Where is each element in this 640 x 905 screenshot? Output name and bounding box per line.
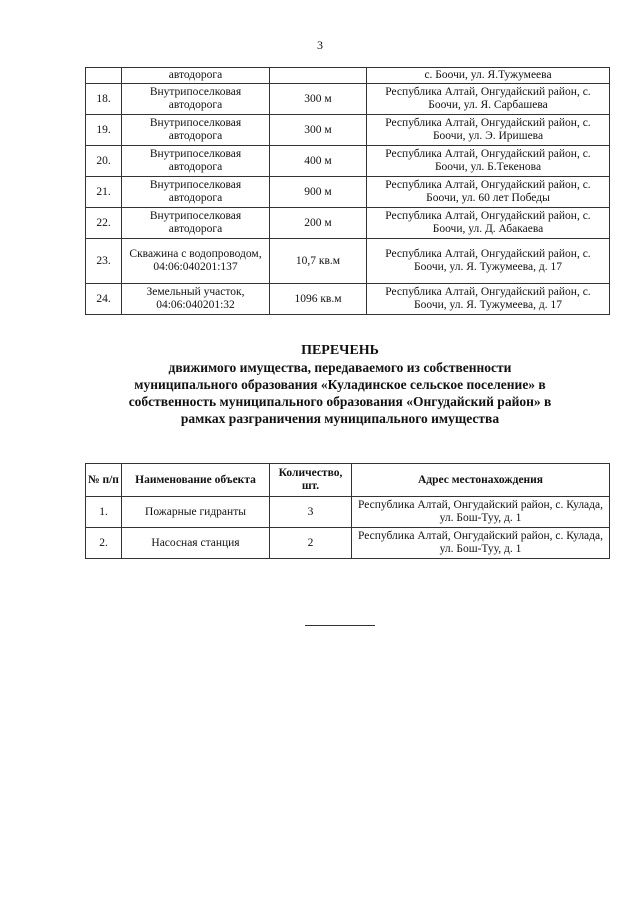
table-row — [86, 177, 610, 208]
object-address: Республика Алтай, Онгудайский район, с. Боочи, ул. Я. Тужумеева, д. 17 — [367, 239, 610, 284]
table-row — [86, 146, 610, 177]
object-quantity: 900 м — [270, 177, 367, 208]
object-quantity: 400 м — [270, 146, 367, 177]
title-heading: ПЕРЕЧЕНЬ — [301, 343, 379, 358]
row-number: 21. — [86, 177, 122, 208]
object-address: Республика Алтай, Онгудайский район, с. Боочи, ул. Я. Тужумеева, д. 17 — [367, 284, 610, 315]
object-address: Республика Алтай, Онгудайский район, с. Боочи, ул. Э. Иришева — [367, 115, 610, 146]
object-address: с. Боочи, ул. Я.Тужумеева — [367, 68, 610, 84]
object-name: Насосная станция — [122, 528, 270, 559]
object-name: Земельный участок, 04:06:040201:32 — [122, 284, 270, 315]
header-number: № п/п — [86, 464, 122, 497]
object-quantity: 300 м — [270, 115, 367, 146]
object-name: Скважина с водопроводом, 04:06:040201:137 — [122, 239, 270, 284]
row-number: 22. — [86, 208, 122, 239]
object-name: Внутрипоселковая автодорога — [122, 115, 270, 146]
row-number: 23. — [86, 239, 122, 284]
object-quantity: 1096 кв.м — [270, 284, 367, 315]
table-row — [86, 497, 610, 528]
object-name: Внутрипоселковая автодорога — [122, 146, 270, 177]
object-quantity — [270, 68, 367, 84]
table-row — [86, 208, 610, 239]
object-quantity: 200 м — [270, 208, 367, 239]
object-address: Республика Алтай, Онгудайский район, с. Кулада, ул. Бош-Туу, д. 1 — [352, 528, 610, 559]
table-row — [86, 115, 610, 146]
property-table-continued — [85, 67, 610, 315]
table-row — [86, 84, 610, 115]
object-quantity: 10,7 кв.м — [270, 239, 367, 284]
title-line: муниципального образования «Куладинское сельское поселение» в — [134, 377, 546, 392]
table-row — [86, 284, 610, 315]
document-title — [90, 342, 590, 427]
table-row — [86, 528, 610, 559]
object-address: Республика Алтай, Онгудайский район, с. Боочи, ул. Д. Абакаева — [367, 208, 610, 239]
object-name: Внутрипоселковая автодорога — [122, 177, 270, 208]
object-name: автодорога — [122, 68, 270, 84]
page-number: 3 — [317, 38, 323, 52]
end-divider — [305, 625, 375, 626]
title-line: рамках разграничения муниципального имущества — [180, 411, 500, 426]
header-quantity: Количество, шт. — [270, 464, 352, 497]
title-line: движимого имущества, передаваемого из собственности — [168, 360, 512, 375]
object-name: Внутрипоселковая автодорога — [122, 84, 270, 115]
movable-property-table — [85, 463, 610, 559]
row-number: 24. — [86, 284, 122, 315]
row-number: 18. — [86, 84, 122, 115]
table-row — [86, 68, 610, 84]
object-address: Республика Алтай, Онгудайский район, с. Боочи, ул. Я. Сарбашева — [367, 84, 610, 115]
object-address: Республика Алтай, Онгудайский район, с. Кулада, ул. Бош-Туу, д. 1 — [352, 497, 610, 528]
table-row — [86, 239, 610, 284]
title-line: собственность муниципального образования «Онгудайский район» в — [128, 394, 552, 409]
row-number — [86, 68, 122, 84]
object-address: Республика Алтай, Онгудайский район, с. Боочи, ул. Б.Текенова — [367, 146, 610, 177]
object-quantity: 3 — [270, 497, 352, 528]
object-address: Республика Алтай, Онгудайский район, с. Боочи, ул. 60 лет Победы — [367, 177, 610, 208]
row-number: 20. — [86, 146, 122, 177]
object-quantity: 300 м — [270, 84, 367, 115]
object-name: Внутрипоселковая автодорога — [122, 208, 270, 239]
row-number: 1. — [86, 497, 122, 528]
object-quantity: 2 — [270, 528, 352, 559]
header-name: Наименование объекта — [122, 464, 270, 497]
header-address: Адрес местонахождения — [352, 464, 610, 497]
row-number: 2. — [86, 528, 122, 559]
row-number: 19. — [86, 115, 122, 146]
table-header-row — [86, 464, 610, 497]
object-name: Пожарные гидранты — [122, 497, 270, 528]
